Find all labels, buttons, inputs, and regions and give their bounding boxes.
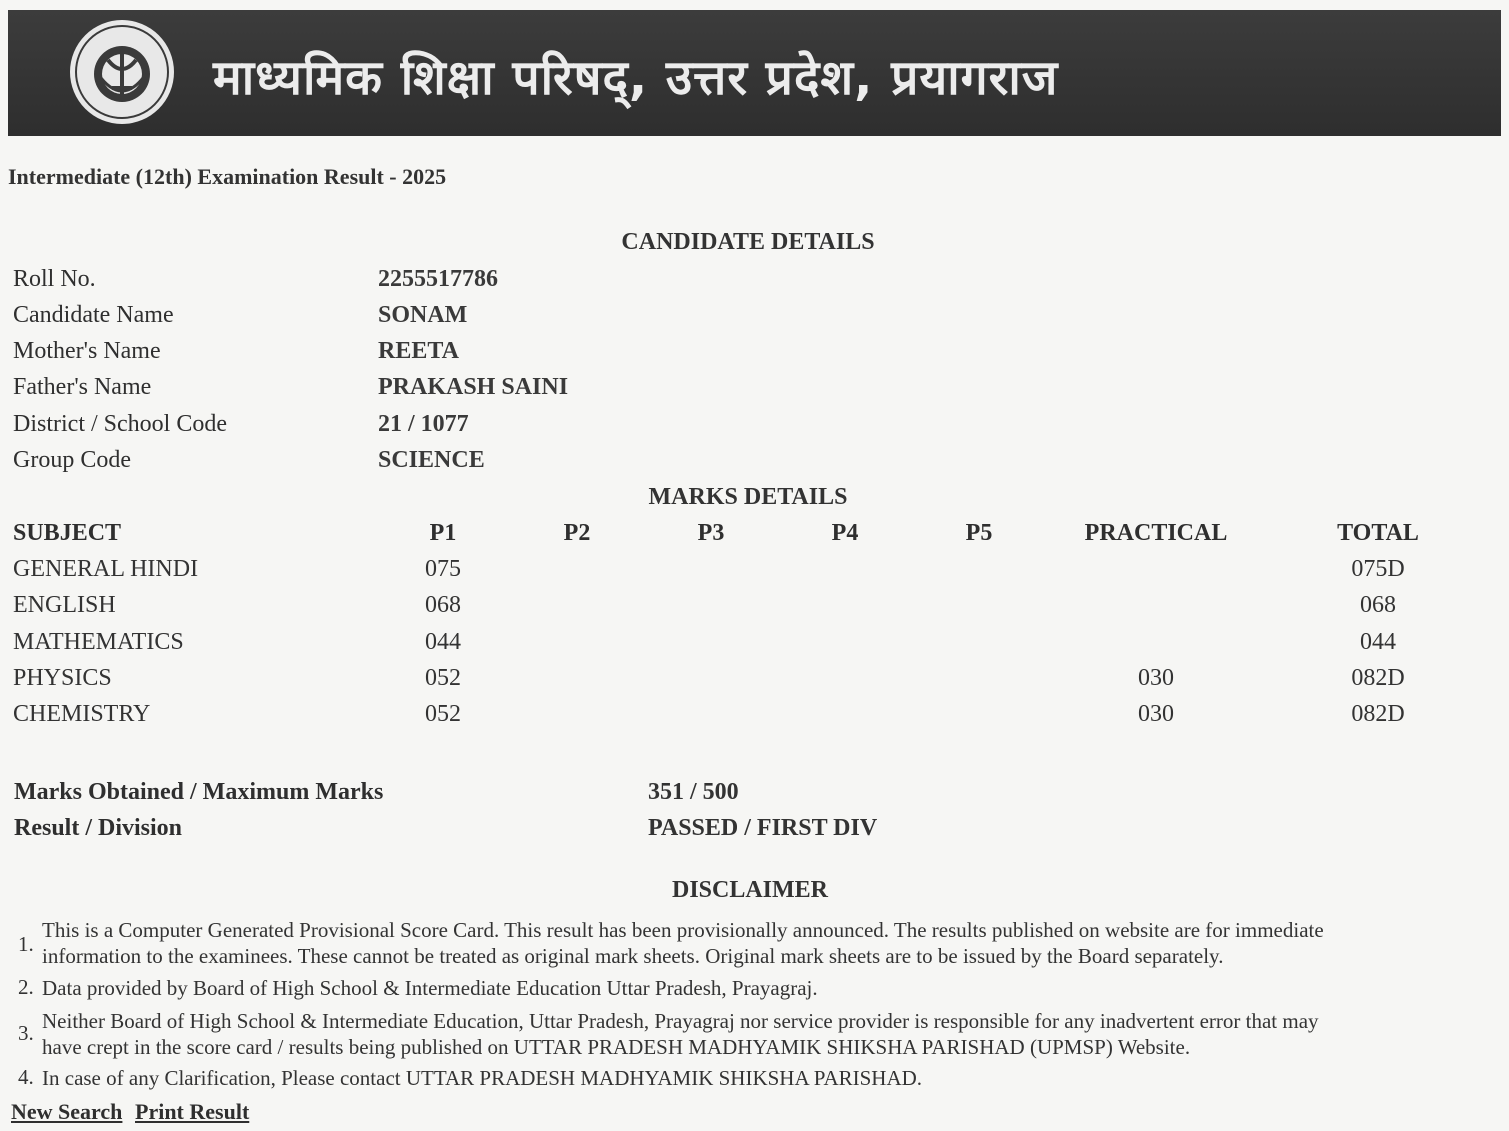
group-code-label: Group Code bbox=[13, 447, 131, 473]
table-row-subject: MATHEMATICS bbox=[13, 629, 184, 655]
candidate-name-value: SONAM bbox=[378, 302, 468, 328]
table-row-total: 082D bbox=[1351, 701, 1405, 727]
disclaimer-heading: DISCLAIMER bbox=[671, 877, 829, 903]
table-row-subject: CHEMISTRY bbox=[13, 701, 151, 727]
father-name-label: Father's Name bbox=[13, 374, 152, 400]
table-row-total: 068 bbox=[1360, 592, 1396, 618]
candidate-details-heading: CANDIDATE DETAILS bbox=[621, 229, 875, 255]
table-row-subject: PHYSICS bbox=[13, 665, 112, 691]
disclaimer-line: Data provided by Board of High School & Intermediate Education Uttar Pradesh, Prayagraj. bbox=[42, 976, 818, 1000]
mother-name-label: Mother's Name bbox=[13, 338, 161, 364]
group-code-value: SCIENCE bbox=[378, 447, 485, 473]
col-header-p2: P2 bbox=[563, 520, 591, 546]
district-school-code-label: District / School Code bbox=[13, 411, 227, 437]
col-header-p4: P4 bbox=[831, 520, 859, 546]
result-division-value: PASSED / FIRST DIV bbox=[648, 815, 878, 841]
col-header-subject: SUBJECT bbox=[13, 520, 122, 546]
col-header-total: TOTAL bbox=[1337, 520, 1419, 546]
new-search-link[interactable]: New Search bbox=[11, 1099, 123, 1124]
col-header-practical: PRACTICAL bbox=[1084, 520, 1228, 546]
disclaimer-number: 1. bbox=[18, 932, 34, 956]
marks-obtained-label: Marks Obtained / Maximum Marks bbox=[14, 779, 384, 805]
board-title-hindi: माध्यमिक शिक्षा परिषद्, उत्तर प्रदेश, प्रयागराज bbox=[213, 50, 1059, 106]
board-emblem-icon bbox=[68, 18, 176, 126]
table-row-practical: 030 bbox=[1138, 701, 1174, 727]
print-result-link[interactable]: Print Result bbox=[135, 1099, 250, 1124]
table-row-p1: 044 bbox=[425, 629, 461, 655]
father-name-value: PRAKASH SAINI bbox=[378, 374, 569, 400]
table-row-practical: 030 bbox=[1138, 665, 1174, 691]
disclaimer-number: 4. bbox=[18, 1065, 34, 1089]
col-header-p5: P5 bbox=[965, 520, 993, 546]
table-row-p1: 075 bbox=[425, 556, 461, 582]
disclaimer-line: Neither Board of High School & Intermediate Education, Uttar Pradesh, Prayagraj nor service provider is responsible for any inadvertent error that may bbox=[42, 1009, 1319, 1033]
disclaimer-line: In case of any Clarification, Please contact UTTAR PRADESH MADHYAMIK SHIKSHA PARISHAD. bbox=[42, 1066, 923, 1090]
disclaimer-line: This is a Computer Generated Provisional Score Card. This result has been provisionally announced. The results published on website are for immediate bbox=[42, 918, 1324, 942]
roll-no-value: 2255517786 bbox=[378, 266, 498, 292]
result-division-label: Result / Division bbox=[14, 815, 183, 841]
marks-obtained-value: 351 / 500 bbox=[648, 779, 739, 805]
col-header-p3: P3 bbox=[697, 520, 725, 546]
table-row-p1: 052 bbox=[425, 701, 461, 727]
header-banner bbox=[8, 10, 1501, 136]
table-row-subject: GENERAL HINDI bbox=[13, 556, 199, 582]
candidate-name-label: Candidate Name bbox=[13, 302, 174, 328]
table-row-p1: 052 bbox=[425, 665, 461, 691]
disclaimer-line: information to the examinees. These cannot be treated as original mark sheets. Original mark sheets are to be issued by the Board separately. bbox=[42, 944, 1224, 968]
district-school-code-value: 21 / 1077 bbox=[378, 411, 469, 437]
disclaimer-number: 3. bbox=[18, 1021, 34, 1045]
col-header-p1: P1 bbox=[429, 520, 457, 546]
table-row-total: 082D bbox=[1351, 665, 1405, 691]
table-row-subject: ENGLISH bbox=[13, 592, 116, 618]
mother-name-value: REETA bbox=[378, 338, 459, 364]
disclaimer-line: have crept in the score card / results being published on UTTAR PRADESH MADHYAMIK SHIKSHA PARISHAD (UPMSP) Website. bbox=[42, 1035, 1191, 1059]
table-row-p1: 068 bbox=[425, 592, 461, 618]
table-row-total: 044 bbox=[1360, 629, 1396, 655]
marks-details-heading: MARKS DETAILS bbox=[648, 484, 848, 510]
roll-no-label: Roll No. bbox=[13, 266, 96, 292]
disclaimer-number: 2. bbox=[18, 975, 34, 999]
exam-title: Intermediate (12th) Examination Result - 2025 bbox=[8, 164, 447, 189]
table-row-total: 075D bbox=[1351, 556, 1405, 582]
